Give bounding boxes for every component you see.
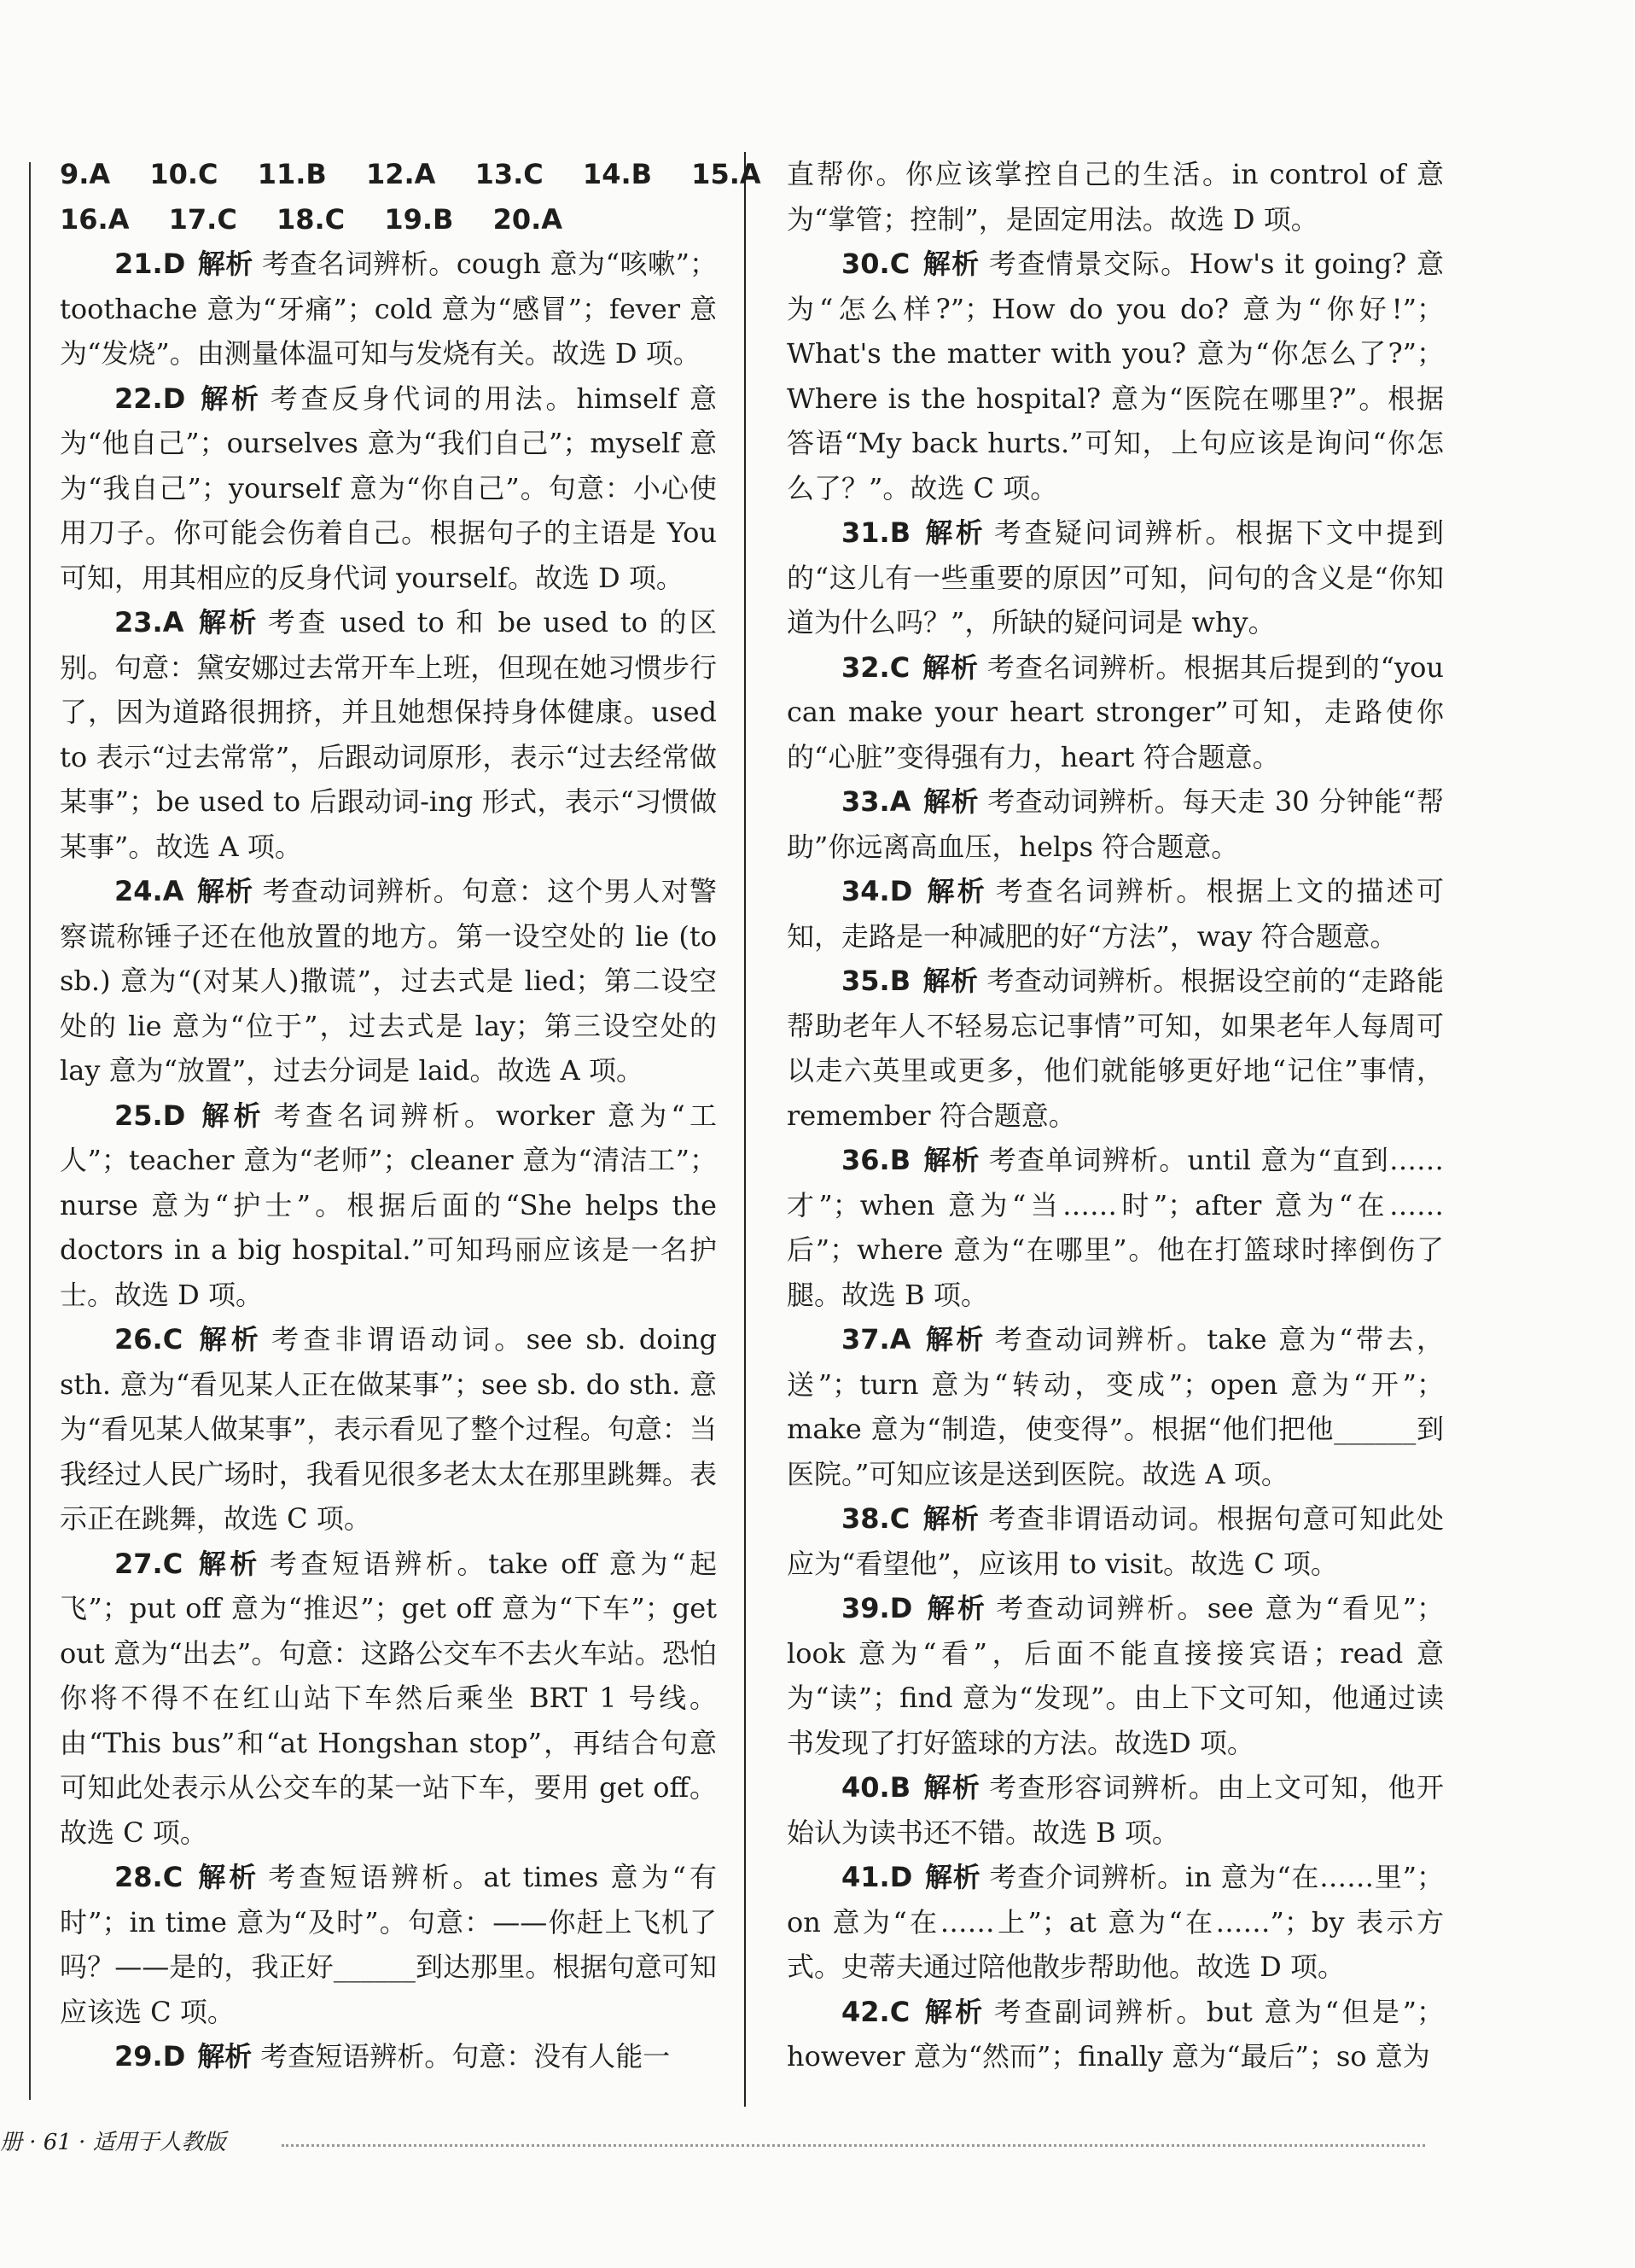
answer-item: 18.C (276, 202, 346, 236)
analysis-tag: 解析 (195, 1861, 260, 1893)
question-number: 34.D (841, 875, 913, 907)
explanation-text: 考查疑问词辨析。根据下文中提到的“这儿有一些重要的原因”可知，问句的含义是“你知道为什么吗？”，所缺的疑问词是 why。 (787, 516, 1444, 638)
explanation-28 (60, 1855, 717, 2034)
answer-item: 12.A (365, 158, 436, 190)
page-footer (0, 2125, 1451, 2160)
explanation-text: 考查形容词辨析。由上文可知，他开始认为读书还不错。故选 B 项。 (787, 1771, 1444, 1849)
explanation-38 (787, 1496, 1444, 1586)
question-number: 33.A (841, 785, 911, 818)
analysis-tag: 解析 (922, 650, 979, 684)
question-number: 27.C (114, 1547, 183, 1580)
question-number: 41.D (841, 1861, 913, 1893)
answer-item: 14.B (582, 158, 652, 190)
explanation-text: 直帮你。你应该掌控自己的生活。in control of 意为“掌管；控制”，是固定用法。故选 D 项。 (787, 158, 1444, 236)
analysis-tag: 解析 (922, 785, 980, 818)
question-number: 39.D (841, 1592, 913, 1624)
explanation-42 (787, 1990, 1444, 2079)
answer-item: 15.A (691, 158, 761, 190)
explanation-text: 考查非谓语动词。see sb. doing sth. 意为“看见某人正在做某事”；see sb. do sth. 意为“看见某人做某事”，表示看见了整个过程。句意：当我经过人民广场时，我看见很多老太太在那里跳舞。表示正在跳舞，故选 C 项。 (60, 1323, 717, 1535)
explanation-32 (787, 645, 1444, 780)
right-column (787, 152, 1444, 2079)
column-divider (744, 152, 746, 2107)
explanation-text: 考查短语辨析。句意：没有人能一 (260, 2040, 671, 2073)
question-number: 40.B (841, 1771, 911, 1804)
analysis-tag: 解析 (922, 1995, 986, 2028)
explanation-23 (60, 600, 717, 869)
explanation-25 (60, 1093, 717, 1318)
analysis-tag: 解析 (197, 1099, 265, 1132)
explanation-text: 考查名词辨析。cough 意为“咳嗽”；toothache 意为“牙痛”；cold 意为“感冒”；fever 意为“发烧”。由测量体温可知与发烧有关。故选 D 项。 (60, 248, 717, 370)
explanation-24 (60, 869, 717, 1093)
answer-item: 10.C (149, 158, 218, 190)
footer-dotted-rule (282, 2144, 1425, 2147)
question-number: 21.D (114, 248, 186, 280)
answer-item: 11.B (257, 158, 327, 190)
explanation-35 (787, 959, 1444, 1138)
analysis-tag: 解析 (922, 1502, 980, 1535)
explanation-text: 考查动词辨析。see 意为“看见”；look 意为“看”，后面不能直接接宾语；read 意为“读”；find 意为“发现”。由上下文可知，他通过读书发现了打好篮球的方法。故选D 项。 (787, 1592, 1444, 1759)
analysis-tag: 解析 (922, 1323, 986, 1356)
explanation-37 (787, 1317, 1444, 1496)
analysis-tag: 解析 (922, 965, 979, 997)
explanation-27 (60, 1542, 717, 1856)
analysis-tag: 解析 (922, 516, 986, 549)
analysis-tag: 解析 (922, 1144, 980, 1176)
analysis-tag: 解析 (197, 248, 253, 280)
question-number: 25.D (114, 1099, 186, 1132)
answer-item: 19.B (384, 202, 454, 236)
question-number: 37.A (841, 1323, 911, 1356)
explanation-22 (60, 376, 717, 601)
explanation-text: 考查反身代词的用法。himself 意为“他自己”；ourselves 意为“我们自己”；myself 意为“我自己”；yourself 意为“你自己”。句意：小心使用刀子。你可能会伤着自己。根据句子的主语是 You 可知，用其相应的反身代词 yourself。故选 D 项。 (60, 382, 717, 594)
left-margin-rule (29, 162, 31, 2100)
question-number: 28.C (114, 1861, 183, 1893)
question-number: 26.C (114, 1323, 183, 1356)
explanation-text: 考查动词辨析。take 意为“带去，送”；turn 意为“转动，变成”；open 意为“开”；make 意为“制造，使变得”。根据“他们把他______到医院。”可知应该是送到医院。故选 A 项。 (787, 1323, 1444, 1490)
question-number: 31.B (841, 516, 911, 549)
explanation-text: 考查非谓语动词。根据句意可知此处应为“看望他”，应该用 to visit。故选 C 项。 (787, 1502, 1444, 1580)
explanation-text: 考查单词辨析。until 意为“直到……才”；when 意为“当……时”；after 意为“在……后”；where 意为“在哪里”。他在打篮球时摔倒伤了腿。故选 B 项。 (787, 1144, 1444, 1311)
explanation-text: 考查动词辨析。句意：这个男人对警察谎称锤子还在他放置的地方。第一设空处的 lie (to sb.) 意为“(对某人)撒谎”，过去式是 lied；第二设空处的 lie 意为“位于”，过去式是 lay；第三设空处的 lay 意为“放置”，过去分词是 laid。故选 A 项。 (60, 875, 717, 1087)
question-number: 24.A (114, 875, 184, 907)
left-column (60, 152, 761, 2079)
question-number: 42.C (841, 1995, 911, 2028)
explanation-text: 考查动词辨析。每天走 30 分钟能“帮助”你远离高血压，helps 符合题意。 (787, 785, 1444, 863)
explanation-text: 考查名词辨析。worker 意为“工人”；teacher 意为“老师”；cleaner 意为“清洁工”；nurse 意为“护士”。根据后面的“She helps the doctors in a big hospital.”可知玛丽应该是一名护士。故选 D 项。 (60, 1099, 717, 1311)
explanation-text: 考查短语辨析。take off 意为“起飞”；put off 意为“推迟”；get off 意为“下车”；get out 意为“出去”。句意：这路公交车不去火车站。恐怕你将不得不在红山站下车然后乘坐 BRT 1 号线。由“This bus”和“at Hongshan stop”，再结合句意可知此处表示从公交车的某一站下车，要用 get off。故选 C 项。 (60, 1547, 717, 1849)
analysis-tag: 解析 (922, 248, 980, 280)
answer-item: 9.A (60, 158, 111, 190)
question-number: 38.C (841, 1502, 911, 1535)
explanation-21 (60, 242, 717, 376)
explanation-39 (787, 1586, 1444, 1765)
analysis-tag: 解析 (922, 1771, 981, 1804)
explanation-34 (787, 869, 1444, 959)
explanation-31 (787, 510, 1444, 645)
explanation-40 (787, 1765, 1444, 1855)
analysis-tag: 解析 (197, 382, 262, 415)
question-number: 36.B (841, 1144, 911, 1176)
analysis-tag: 解析 (924, 875, 987, 907)
explanation-text: 考查短语辨析。at times 意为“有时”；in time 意为“及时”。句意：——你赶上飞机了吗？——是的，我正好______到达那里。根据句意可知应该选 C 项。 (60, 1861, 717, 2028)
explanation-text: 考查动词辨析。根据设空前的“走路能帮助老年人不轻易忘记事情”可知，如果老年人每周可以走六英里或更多，他们就能够更好地“记住”事情，remember 符合题意。 (787, 965, 1444, 1132)
explanation-30 (787, 242, 1444, 510)
explanation-text: 考查 used to 和 be used to 的区别。句意：黛安娜过去常开车上班，但现在她习惯步行了，因为道路很拥挤，并且她想保持身体健康。used to 表示“过去常常”，后跟动词原形，表示“过去经常做某事”；be used to 后跟动词-ing 形式，表示“习惯做某事”。故选 A 项。 (60, 606, 717, 863)
question-number: 30.C (841, 248, 911, 280)
explanation-text: 考查副词辨析。but 意为“但是”；however 意为“然而”；finally 意为“最后”；so 意为 (787, 1995, 1444, 2073)
explanation-text: 考查名词辨析。根据其后提到的“you can make your heart stronger”可知，走路使你的“心脏”变得强有力，heart 符合题意。 (787, 650, 1444, 773)
answer-item: 13.C (474, 158, 544, 190)
explanation-36 (787, 1138, 1444, 1317)
analysis-tag: 解析 (195, 1323, 264, 1356)
analysis-tag: 解析 (197, 2040, 253, 2073)
explanation-29 (60, 2034, 717, 2079)
explanation-text: 考查情景交际。How's it going? 意为“怎么样?”；How do you do? 意为“你好!”；What's the matter with you? 意为“你怎么了?”；Where is the hospital? 意为“医院在哪里?”。根据答语“My back hurts.”可知，上句应该是询问“你怎么了？”。故选 C 项。 (787, 248, 1444, 504)
footer-text: 册 · 61 · 适用于人教版 (0, 2130, 226, 2155)
explanation-41 (787, 1855, 1444, 1990)
question-number: 22.D (114, 382, 186, 415)
analysis-tag: 解析 (195, 1547, 261, 1580)
explanation-33 (787, 779, 1444, 869)
analysis-tag: 解析 (924, 1861, 981, 1893)
analysis-tag: 解析 (195, 606, 259, 638)
explanation-text: 考查名词辨析。根据上文的描述可知，走路是一种减肥的好“方法”，way 符合题意。 (787, 875, 1444, 953)
answer-item: 16.A (60, 202, 130, 236)
analysis-tag: 解析 (195, 875, 254, 907)
explanation-29-continued (787, 152, 1444, 242)
question-number: 29.D (114, 2040, 186, 2073)
question-number: 23.A (114, 606, 184, 638)
question-number: 35.B (841, 965, 911, 997)
answer-item: 20.A (492, 202, 563, 236)
answer-item: 17.C (168, 202, 237, 236)
question-number: 32.C (841, 650, 911, 684)
analysis-tag: 解析 (924, 1592, 988, 1624)
explanation-text: 考查介词辨析。in 意为“在……里”；on 意为“在……上”；at 意为“在……”；by 表示方式。史蒂夫通过陪他散步帮助他。故选 D 项。 (787, 1861, 1444, 1983)
explanation-26 (60, 1317, 717, 1542)
answer-row-2 (60, 197, 717, 242)
answer-row-1 (60, 152, 761, 197)
